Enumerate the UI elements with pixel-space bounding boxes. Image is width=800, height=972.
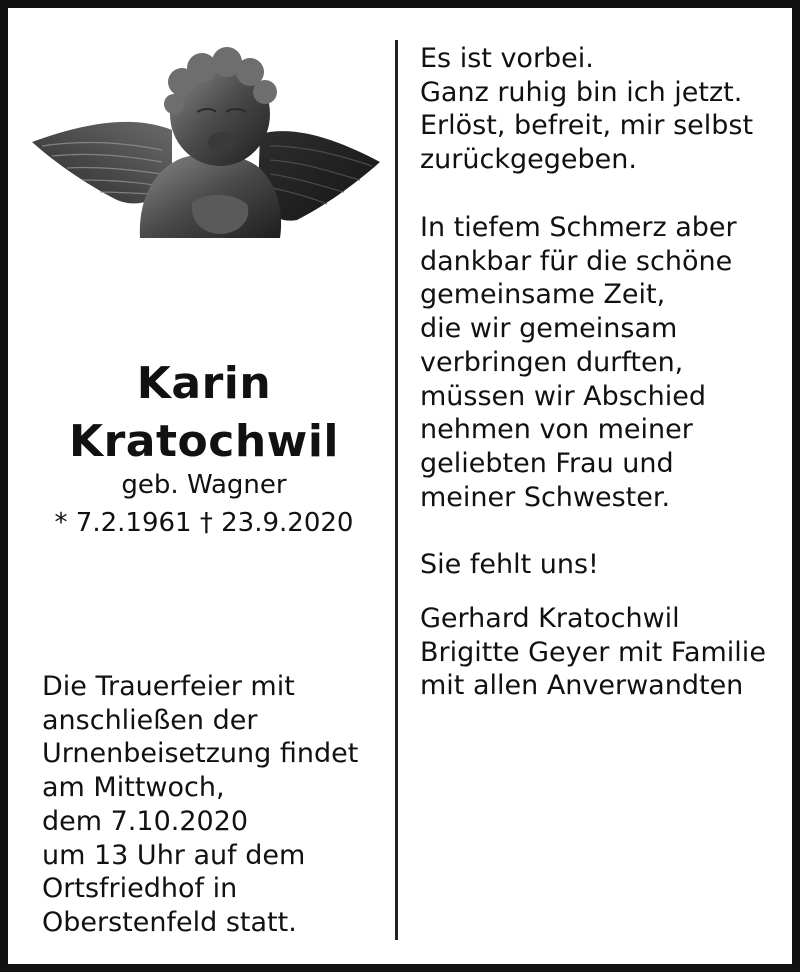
poem-text: Es ist vorbei. Ganz ruhig bin ich jetzt. Erlöst, befreit, mir selbst zurückgegeben. <box>420 43 754 176</box>
closing-line: Sie fehlt uns! <box>420 549 599 580</box>
deceased-last-name: Kratochwil <box>69 416 339 467</box>
life-dates: * 7.2.1961 † 23.9.2020 <box>54 508 354 538</box>
cherub-angel-icon <box>22 42 382 242</box>
deceased-first-name: Karin <box>136 358 272 409</box>
funeral-notice: Die Trauerfeier mit anschließen der Urnenbeisetzung findet am Mittwoch, dem 7.10.2020 um 13 Uhr auf dem Ortsfriedhof in Oberstenfeld statt. <box>42 671 359 938</box>
column-divider <box>395 40 398 940</box>
maiden-name: geb. Wagner <box>121 470 287 500</box>
mourners-list: Gerhard Kratochwil Brigitte Geyer mit Familie mit allen Anverwandten <box>420 603 766 702</box>
grief-text: In tiefem Schmerz aber dankbar für die schöne gemeinsame Zeit, die wir gemeinsam verbringen durften, müssen wir Abschied nehmen von meiner geliebten Frau und meiner Schwester. <box>420 212 737 513</box>
